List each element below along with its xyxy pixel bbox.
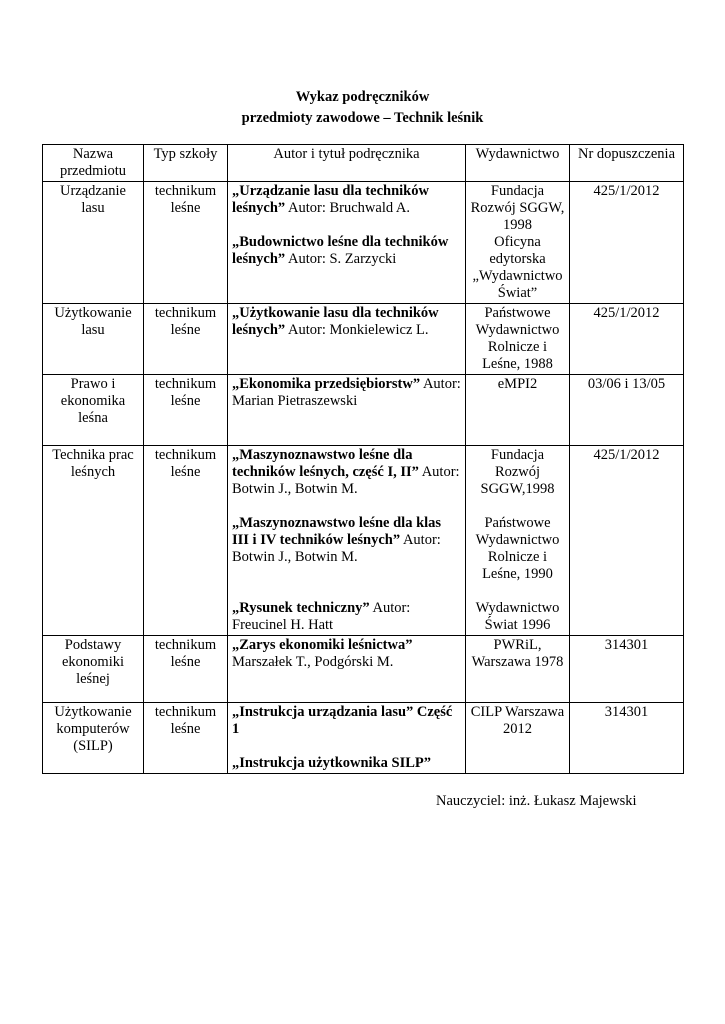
title-line-2: przedmioty zawodowe – Technik leśnik: [241, 110, 484, 126]
cell-author-title: [228, 446, 466, 636]
publisher-entry: Fundacja Rozwój SGGW,1998: [480, 447, 555, 497]
book-author: Autor: Freucinel H. Hatt: [232, 600, 411, 633]
book-entry: [232, 600, 461, 634]
table-row: [43, 375, 684, 446]
table-header-row: [43, 145, 684, 182]
publisher-entry: Wydawnictwo Świat 1996: [475, 600, 560, 633]
book-entry: [232, 637, 461, 671]
cell-approval-no: 314301: [570, 703, 684, 774]
book-title: „Instrukcja użytkownika SILP”: [232, 755, 432, 771]
book-title: „Urządzanie lasu dla techników leśnych”: [232, 183, 429, 216]
cell-author-title: [228, 375, 466, 446]
cell-approval-no: 425/1/2012: [570, 304, 684, 375]
header-author-title: Autor i tytuł podręcznika: [228, 145, 466, 182]
cell-subject: Urządzanie lasu: [43, 182, 144, 304]
cell-subject: Użytkowanie lasu: [43, 304, 144, 375]
book-title: „Budownictwo leśne dla techników leśnych”: [232, 234, 449, 267]
book-author: Autor: S. Zarzycki: [285, 251, 397, 267]
header-school-type: Typ szkoły: [144, 145, 228, 182]
publisher-entry: PWRiL, Warszawa 1978: [471, 637, 564, 670]
cell-school-type: technikum leśne: [144, 375, 228, 446]
book-title: „Zarys ekonomiki leśnictwa”: [232, 637, 413, 653]
book-author: Autor: Monkielewicz L.: [285, 322, 429, 338]
table-row: [43, 703, 684, 774]
publisher-entry: CILP Warszawa 2012: [470, 704, 565, 737]
cell-publisher: [466, 446, 570, 636]
cell-author-title: [228, 182, 466, 304]
book-title: „Rysunek techniczny”: [232, 600, 370, 616]
book-title: „Instrukcja urządzania lasu” Część 1: [232, 704, 453, 737]
book-entry: [232, 755, 461, 772]
cell-approval-no: 425/1/2012: [570, 182, 684, 304]
title-line-1: Wykaz podręczników: [295, 89, 430, 105]
table-row: [43, 446, 684, 636]
book-entry: [232, 376, 461, 410]
cell-school-type: technikum leśne: [144, 636, 228, 703]
cell-subject: Prawo i ekonomika leśna: [43, 375, 144, 446]
book-entry: [232, 704, 461, 738]
cell-subject: Podstawy ekonomiki leśnej: [43, 636, 144, 703]
book-author: Autor: Marian Pietraszewski: [232, 376, 461, 409]
cell-publisher: [466, 304, 570, 375]
book-author: Autor: Botwin J., Botwin M.: [232, 532, 441, 565]
cell-publisher: [466, 182, 570, 304]
book-author: Autor: Bruchwald A.: [285, 200, 411, 216]
book-author: Marszałek T., Podgórski M.: [232, 654, 394, 670]
cell-approval-no: 03/06 i 13/05: [570, 375, 684, 446]
table-body: [43, 182, 684, 774]
header-publisher: Wydawnictwo: [466, 145, 570, 182]
textbook-table: [42, 144, 684, 774]
book-title: „Maszynoznawstwo leśne dla techników leśnych, część I, II”: [232, 447, 419, 480]
cell-school-type: technikum leśne: [144, 446, 228, 636]
book-title: „Ekonomika przedsiębiorstw”: [232, 376, 421, 392]
teacher-signature-line: Nauczyciel: inż. Łukasz Majewski: [436, 793, 637, 809]
cell-subject: Użytkowanie komputerów (SILP): [43, 703, 144, 774]
publisher-entry: Państwowe Wydawnictwo Rolnicze i Leśne, 1990: [475, 515, 560, 582]
publisher-entry: eMPI2: [497, 376, 538, 392]
cell-author-title: [228, 304, 466, 375]
book-title: „Maszynoznawstwo leśne dla klas III i IV techników leśnych”: [232, 515, 442, 548]
header-subject: Nazwa przedmiotu: [43, 145, 144, 182]
cell-approval-no: 314301: [570, 636, 684, 703]
book-entry: [232, 183, 461, 217]
cell-author-title: [228, 636, 466, 703]
cell-school-type: technikum leśne: [144, 703, 228, 774]
cell-author-title: [228, 703, 466, 774]
book-entry: [232, 234, 461, 268]
book-title: „Użytkowanie lasu dla techników leśnych”: [232, 305, 439, 338]
table-row: [43, 636, 684, 703]
cell-school-type: technikum leśne: [144, 304, 228, 375]
table-row: [43, 182, 684, 304]
publisher-entry: Oficyna edytorska „Wydawnictwo Świat”: [472, 234, 563, 301]
publisher-entry: Fundacja Rozwój SGGW, 1998: [470, 183, 565, 233]
document-title: [0, 87, 725, 129]
book-author: Autor: Botwin J., Botwin M.: [232, 464, 460, 497]
cell-publisher: [466, 703, 570, 774]
header-approval-no: Nr dopuszczenia: [570, 145, 684, 182]
cell-subject: Technika prac leśnych: [43, 446, 144, 636]
cell-school-type: technikum leśne: [144, 182, 228, 304]
publisher-entry: Państwowe Wydawnictwo Rolnicze i Leśne, 1988: [475, 305, 560, 372]
cell-approval-no: 425/1/2012: [570, 446, 684, 636]
cell-publisher: [466, 375, 570, 446]
book-entry: [232, 447, 461, 498]
cell-publisher: [466, 636, 570, 703]
book-entry: [232, 305, 461, 339]
table-row: [43, 304, 684, 375]
book-entry: [232, 515, 461, 566]
